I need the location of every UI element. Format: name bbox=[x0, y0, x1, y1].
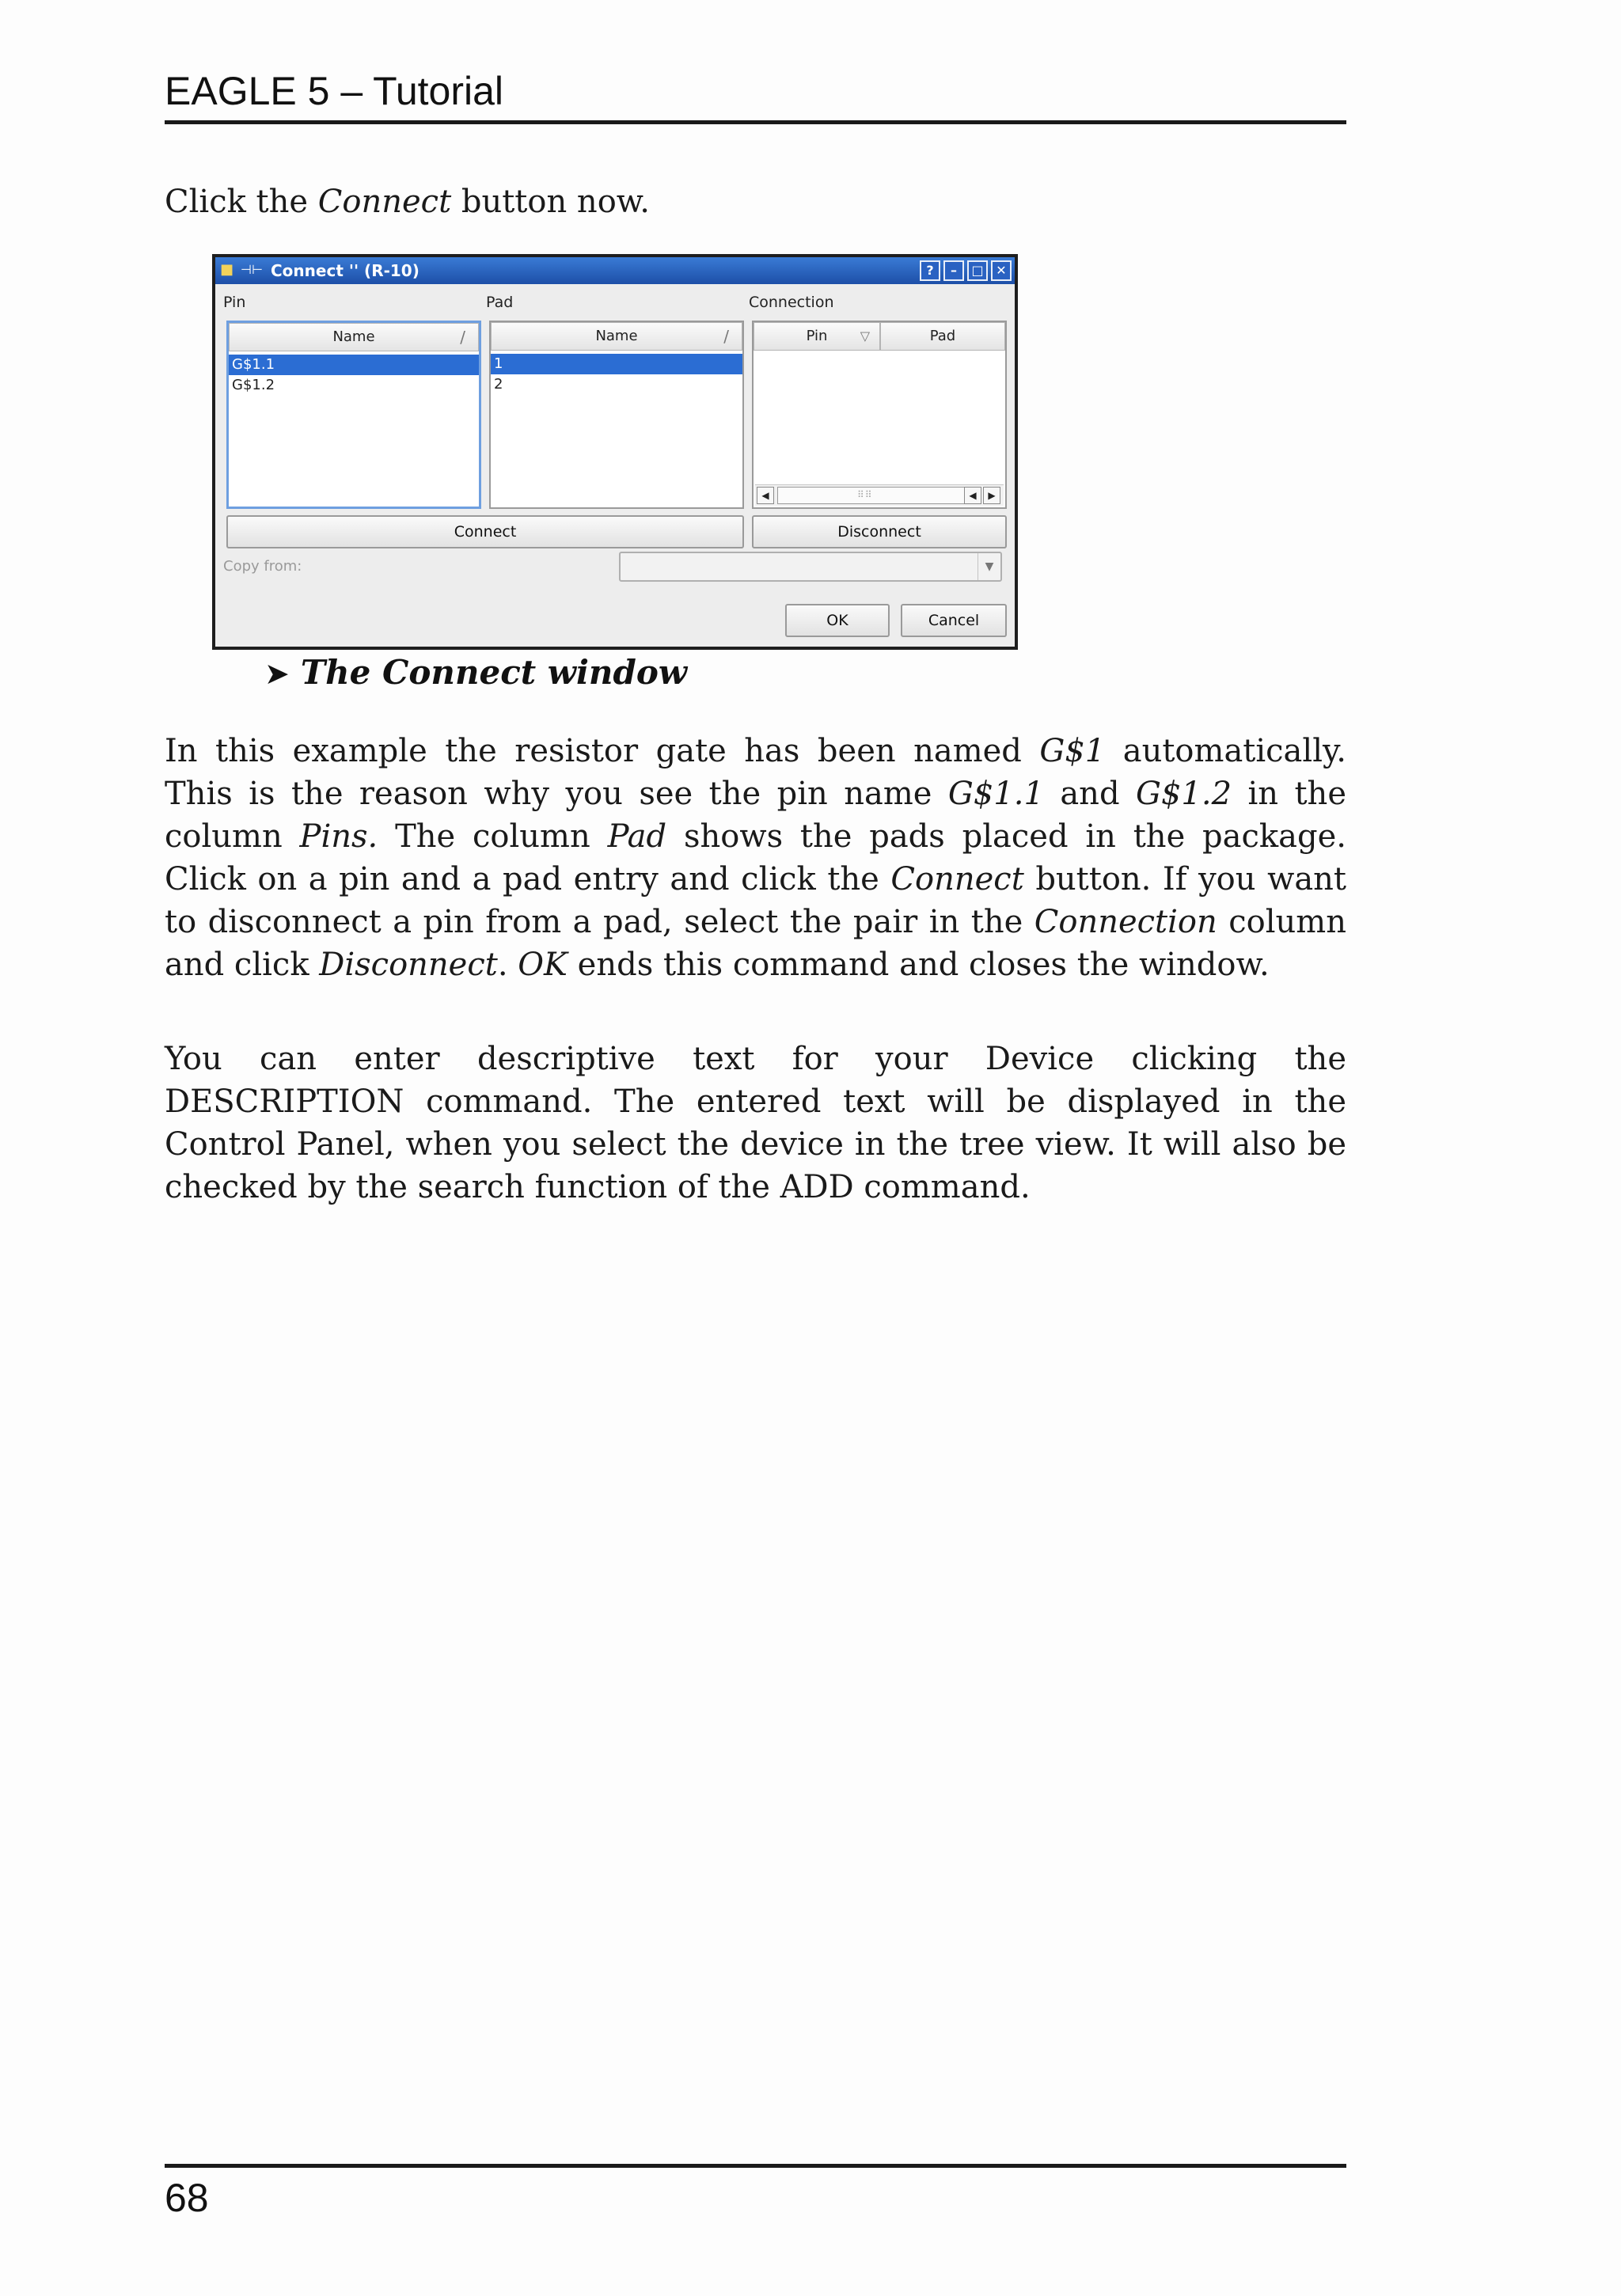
intro-text-end: button now. bbox=[451, 184, 650, 220]
pad-list[interactable] bbox=[489, 321, 744, 509]
list-item[interactable]: G$1.2 bbox=[232, 377, 275, 393]
cancel-button[interactable]: Cancel bbox=[901, 604, 1007, 637]
scroll-right-icon[interactable]: ▶ bbox=[983, 487, 1000, 504]
emphasis: Pad bbox=[607, 818, 667, 855]
maximize-button[interactable]: □ bbox=[967, 260, 988, 281]
intro-paragraph bbox=[165, 180, 1346, 223]
copy-from-dropdown[interactable] bbox=[619, 552, 1002, 582]
connection-pin-column-header[interactable] bbox=[754, 322, 880, 351]
list-item[interactable]: 1 bbox=[491, 354, 742, 374]
horizontal-scrollbar[interactable] bbox=[755, 484, 1004, 506]
pad-name-column-header[interactable] bbox=[491, 322, 742, 351]
running-header: EAGLE 5 – Tutorial bbox=[165, 69, 504, 113]
emphasis: G$1 bbox=[1039, 733, 1106, 769]
connection-pad-column-header[interactable] bbox=[880, 322, 1005, 351]
emphasis: Connect bbox=[890, 861, 1024, 898]
text-run: In this example the resistor gate has been named bbox=[165, 733, 1040, 769]
scrollbar-thumb[interactable] bbox=[777, 487, 967, 504]
sort-icon: / bbox=[460, 328, 465, 347]
text-run: button. If you want to disconnect a pin from a pad, select the pair in the bbox=[165, 861, 1346, 940]
page-number: 68 bbox=[165, 2176, 209, 2220]
pad-section-label: Pad bbox=[486, 294, 514, 311]
pin-name-header-label: Name bbox=[332, 328, 375, 345]
footer-rule bbox=[165, 2164, 1346, 2168]
body-paragraph-connect bbox=[165, 730, 1346, 986]
intro-emphasis: Connect bbox=[317, 184, 452, 220]
text-run: . bbox=[497, 947, 518, 983]
list-item[interactable]: G$1.1 bbox=[229, 355, 479, 375]
emphasis: Disconnect bbox=[319, 947, 498, 983]
text-run: column and click bbox=[165, 904, 1346, 983]
header-rule bbox=[165, 120, 1346, 124]
copy-from-label: Copy from: bbox=[223, 558, 302, 575]
close-button[interactable]: ✕ bbox=[991, 260, 1012, 281]
connection-pad-header-label: Pad bbox=[929, 328, 956, 344]
sort-descending-icon: ▽ bbox=[860, 328, 870, 343]
connect-button[interactable]: Connect bbox=[226, 515, 744, 548]
emphasis: Connection bbox=[1034, 904, 1217, 940]
text-run: ends this command and closes the window. bbox=[567, 947, 1270, 983]
pad-name-header-label: Name bbox=[595, 328, 638, 344]
chevron-down-icon[interactable]: ▼ bbox=[978, 553, 1000, 580]
pin-name-column-header[interactable] bbox=[229, 323, 479, 351]
arrow-bullet-icon: ➤ bbox=[264, 656, 290, 691]
text-run: The column bbox=[378, 818, 608, 855]
text-run: shows the pads placed in the package. Click on a pin and a pad entry and click the bbox=[165, 818, 1346, 898]
connection-pin-header-label: Pin bbox=[806, 328, 828, 344]
emphasis: G$1.2 bbox=[1136, 776, 1232, 812]
disconnect-button[interactable]: Disconnect bbox=[752, 515, 1007, 548]
sort-icon: / bbox=[723, 327, 729, 346]
grip-icon: ⠿⠿ bbox=[857, 489, 873, 500]
eagle-app-icon: ■ bbox=[220, 261, 234, 278]
figure-caption-text: The Connect window bbox=[300, 653, 687, 692]
pin-section-label: Pin bbox=[223, 294, 246, 311]
connection-list[interactable] bbox=[752, 321, 1007, 509]
list-item[interactable]: 2 bbox=[494, 376, 503, 393]
connect-dialog-screenshot bbox=[212, 254, 1018, 650]
text-run: and bbox=[1043, 776, 1137, 812]
emphasis: G$1.1 bbox=[947, 776, 1044, 812]
text-run: automatically. This is the reason why you see the pin name bbox=[165, 733, 1346, 812]
figure-caption bbox=[264, 649, 687, 697]
scroll-left-icon[interactable]: ◀ bbox=[757, 487, 774, 504]
emphasis: Pins. bbox=[299, 818, 378, 855]
intro-text: Click the bbox=[165, 184, 318, 220]
minimize-button[interactable]: – bbox=[943, 260, 964, 281]
scroll-left-icon[interactable]: ◀ bbox=[964, 487, 981, 504]
pin-list[interactable] bbox=[226, 321, 481, 509]
connection-section-label: Connection bbox=[749, 294, 834, 311]
emphasis: OK bbox=[518, 947, 568, 983]
dialog-titlebar bbox=[215, 257, 1015, 284]
ok-button[interactable]: OK bbox=[785, 604, 890, 637]
connect-tool-icon: ⊣⊢ bbox=[241, 262, 263, 277]
dialog-title: Connect '' (R-10) bbox=[271, 261, 419, 280]
body-paragraph-description: You can enter descriptive text for your Device clicking the DESCRIPTION command. The entered text will be displayed in the Control Panel, when you select the device in the tree view. It will also be checked by the search function of the ADD command. bbox=[165, 1041, 1346, 1205]
help-button[interactable]: ? bbox=[920, 260, 940, 281]
text-run: in the column bbox=[165, 776, 1346, 855]
